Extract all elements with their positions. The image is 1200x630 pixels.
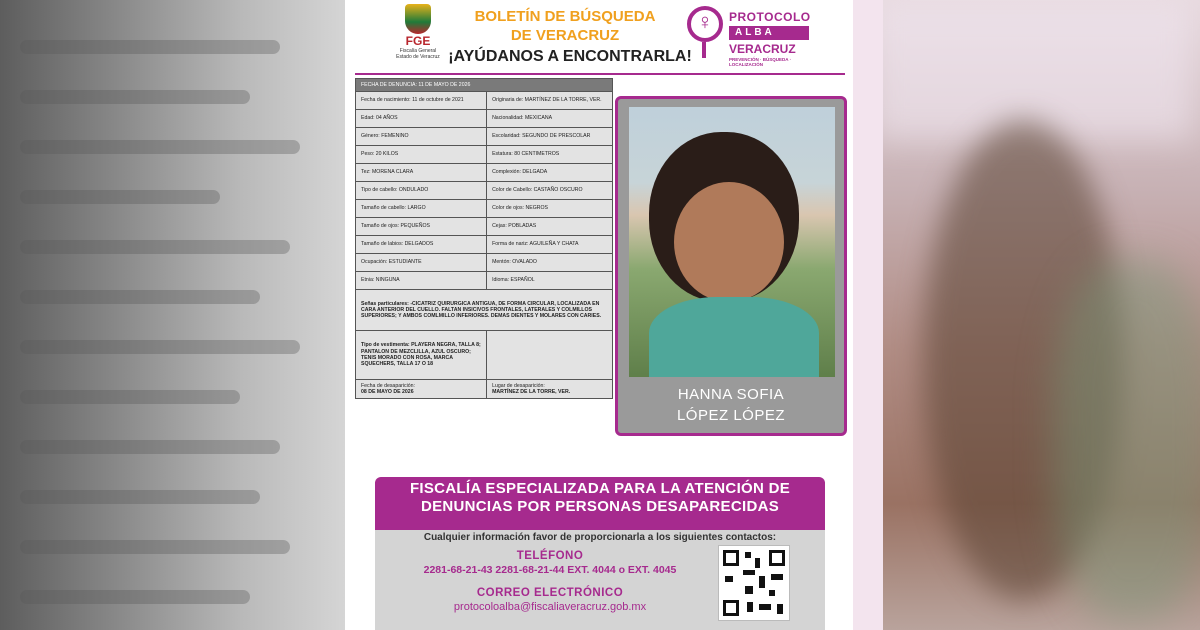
protocolo-alba-logo bbox=[685, 4, 815, 70]
contact-box bbox=[375, 530, 825, 630]
table-cell: Tamaño de ojos: PEQUEÑOS bbox=[356, 218, 487, 236]
disappearance-place: Lugar de desaparición: MARTÍNEZ DE LA TORRE, VER. bbox=[487, 380, 613, 399]
table-cell: Tamaño de cabello: LARGO bbox=[356, 200, 487, 218]
table-cell: Fecha de nacimiento: 11 de octubre de 2021 bbox=[356, 92, 487, 110]
disappearance-date: Fecha de desaparición: 08 DE MAYO DE 2026 bbox=[356, 380, 487, 399]
table-cell: Originaria de: MARTÍNEZ DE LA TORRE, VER. bbox=[487, 92, 613, 110]
table-cell: Color de Cabello: CASTAÑO OSCURO bbox=[487, 182, 613, 200]
table-row bbox=[356, 236, 613, 254]
bulletin-title: BOLETÍN DE BÚSQUEDA DE VERACRUZ bbox=[474, 8, 656, 44]
table-cell: Forma de nariz: AGUILEÑA Y CHATA bbox=[487, 236, 613, 254]
fge-logo bbox=[393, 4, 443, 70]
missing-person-card bbox=[615, 96, 847, 436]
veracruz-shield-icon bbox=[405, 4, 431, 34]
search-bulletin bbox=[345, 0, 853, 630]
email-heading: CORREO ELECTRÓNICO bbox=[476, 587, 624, 599]
phone-heading: TELÉFONO bbox=[516, 550, 584, 562]
table-row bbox=[356, 110, 613, 128]
agency-title: FISCALÍA ESPECIALIZADA PARA LA ATENCIÓN DE DENUNCIAS POR PERSONAS DESAPARECIDAS bbox=[375, 477, 825, 533]
particular-marks: Señas particulares: -CICATRIZ QUIRURGICA ANTIGUA, DE FORMA CIRCULAR, LOCALIZADA EN CARA ANTERIOR DEL CUELLO. FALTAN INSICIVOS FRONTALES, LATERALES Y COLMILLOS SUPERIORES; Y AMBOS COMLMILLO INFERIORES. DEMAS DIENTES Y MOLARES CON CARIES. bbox=[356, 290, 613, 331]
table-cell: Estatura: 80 CENTIMETROS bbox=[487, 146, 613, 164]
table-row bbox=[356, 182, 613, 200]
table-cell: Ocupación: ESTUDIANTE bbox=[356, 254, 487, 272]
table-row bbox=[356, 92, 613, 110]
table-row bbox=[356, 128, 613, 146]
clothing: Tipo de vestimenta: PLAYERA NEGRA, TALLA 8; PANTALON DE MEZCLILLA, AZUL OSCURO; TENIS MORADO CON ROSA, MARCA SQUECHERS, TALLA 17 O 18 bbox=[356, 331, 487, 380]
table-cell: Cejas: POBLADAS bbox=[487, 218, 613, 236]
blurred-background-right bbox=[853, 0, 1200, 630]
table-cell: Edad: 04 AÑOS bbox=[356, 110, 487, 128]
table-cell: Escolaridad: SEGUNDO DE PRESCOLAR bbox=[487, 128, 613, 146]
alba-tagline: PREVENCIÓN · BÚSQUEDA · LOCALIZACIÓN bbox=[729, 57, 792, 67]
missing-person-photo bbox=[629, 107, 835, 377]
qr-code-icon bbox=[718, 545, 790, 621]
alba-word2: ALBA bbox=[729, 26, 809, 40]
table-cell: Género: FEMENINO bbox=[356, 128, 487, 146]
table-cell: Complexión: DELGADA bbox=[487, 164, 613, 182]
missing-person-name: HANNA SOFIA LÓPEZ LÓPEZ bbox=[676, 386, 786, 424]
phone-numbers: 2281-68-21-43 2281-68-21-44 EXT. 4044 o EXT. 4045 bbox=[423, 564, 677, 576]
table-row bbox=[356, 254, 613, 272]
table-row bbox=[356, 164, 613, 182]
report-date: FECHA DE DENUNCIA: 11 DE MAYO DE 2026 bbox=[356, 79, 613, 92]
table-row bbox=[356, 146, 613, 164]
table-row bbox=[356, 200, 613, 218]
contact-intro: Cualquier información favor de proporcionarla a los siguientes contactos: bbox=[423, 532, 777, 543]
table-cell: Tipo de cabello: ONDULADO bbox=[356, 182, 487, 200]
fge-logo-abbr: FGE bbox=[405, 34, 431, 48]
table-cell: Etnia: NINGUNA bbox=[356, 272, 487, 290]
table-cell: Nacionalidad: MEXICANA bbox=[487, 110, 613, 128]
alba-word3: VERACRUZ bbox=[729, 42, 796, 56]
table-cell: Tez: MORENA CLARA bbox=[356, 164, 487, 182]
table-row bbox=[356, 272, 613, 290]
headline: ¡AYÚDANOS A ENCONTRARLA! bbox=[448, 48, 692, 65]
description-table bbox=[355, 78, 613, 399]
table-row bbox=[356, 218, 613, 236]
table-cell: Mentón: OVALADO bbox=[487, 254, 613, 272]
table-cell: Peso: 20 KILOS bbox=[356, 146, 487, 164]
alba-word1: PROTOCOLO bbox=[729, 10, 811, 24]
table-cell: Idioma: ESPAÑOL bbox=[487, 272, 613, 290]
header-divider bbox=[355, 73, 845, 75]
email-address: protocoloalba@fiscaliaveracruz.gob.mx bbox=[453, 601, 647, 613]
blurred-background-left bbox=[0, 0, 345, 630]
table-cell: Color de ojos: NEGROS bbox=[487, 200, 613, 218]
alba-logo-mark: ♀ bbox=[696, 9, 714, 34]
fge-logo-subtitle: Fiscalía General Estado de Veracruz bbox=[396, 48, 440, 60]
table-cell: Tamaño de labios: DELGADOS bbox=[356, 236, 487, 254]
